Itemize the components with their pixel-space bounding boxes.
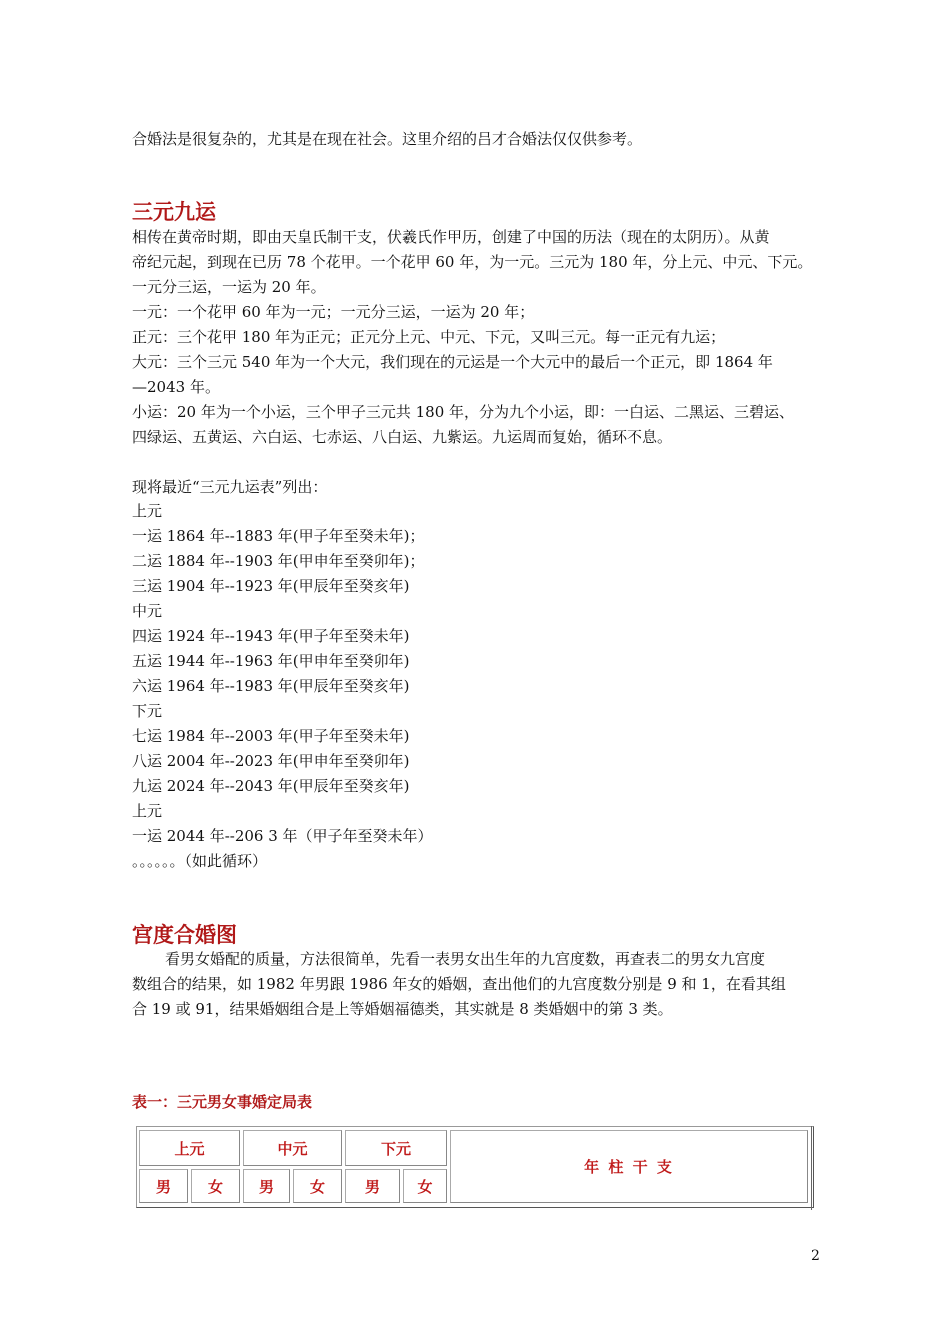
paragraph-line: 看男女婚配的质量，方法很简单，先看一表男女出生年的九宫度数，再查表二的男女九宫度 xyxy=(165,950,766,968)
list-item: 一运 1864 年--1883 年(甲子年至癸未年)； xyxy=(132,527,425,545)
paragraph-line: 大元：三个三元 540 年为一个大元，我们现在的元运是一个大元中的最后一个正元，即 1864 年 xyxy=(132,353,773,371)
list-item: 五运 1944 年--1963 年(甲申年至癸卯年) xyxy=(132,652,410,670)
page-number: 2 xyxy=(811,1248,820,1264)
list-item: 九运 2024 年--2043 年(甲辰年至癸亥年) xyxy=(132,777,410,795)
list-item: 上元 xyxy=(132,802,163,820)
list-item: 六运 1964 年--1983 年(甲辰年至癸亥年) xyxy=(132,677,410,695)
list-item: 下元 xyxy=(132,702,163,720)
table-header-female: 女 xyxy=(403,1169,447,1203)
paragraph-line: 数组合的结果，如 1982 年男跟 1986 年女的婚姻，查出他们的九宫度数分别是 9 和 1，在看其组 xyxy=(132,975,786,993)
paragraph-line: 相传在黄帝时期，即由天皇氏制干支，伏羲氏作甲历，创建了中国的历法（现在的太阴历）。从黄 xyxy=(132,228,770,246)
table-header-shangyuan: 上元 xyxy=(139,1130,240,1166)
paragraph-line: 一元分三运，一运为 20 年。 xyxy=(132,278,326,296)
table-header-nianzhu: 年 柱 干 支 xyxy=(450,1130,808,1203)
table-header-male: 男 xyxy=(243,1169,290,1203)
paragraph-line: 帝纪元起，到现在已历 78 个花甲。一个花甲 60 年，为一元。三元为 180 年，分上元、中元、下元。 xyxy=(132,253,813,271)
list-item: 二运 1884 年--1903 年(甲申年至癸卯年)； xyxy=(132,552,425,570)
table-header-female: 女 xyxy=(191,1169,240,1203)
list-item: 。。。。。。（如此循环） xyxy=(132,852,268,870)
intro-paragraph: 合婚法是很复杂的，尤其是在现在社会。这里介绍的吕才合婚法仅仅供参考。 xyxy=(132,130,643,148)
table-caption: 表一：三元男女事婚定局表 xyxy=(132,1093,313,1111)
section-title-sanyuan: 三元九运 xyxy=(132,199,216,224)
table-header-male: 男 xyxy=(345,1169,400,1203)
table-intro: 现将最近“三元九运表”列出： xyxy=(132,478,328,496)
list-item: 中元 xyxy=(132,602,163,620)
table-border xyxy=(811,1126,812,1210)
paragraph-line: —2043 年。 xyxy=(132,378,220,396)
paragraph-line: 正元：三个花甲 180 年为正元；正元分上元、中元、下元，又叫三元。每一正元有九运； xyxy=(132,328,726,346)
table-header-male: 男 xyxy=(139,1169,188,1203)
table-header-female: 女 xyxy=(293,1169,342,1203)
list-item: 一运 2044 年--206 3 年（甲子年至癸未年） xyxy=(132,827,433,845)
paragraph-line: 一元：一个花甲 60 年为一元；一元分三运，一运为 20 年； xyxy=(132,303,535,321)
list-item: 上元 xyxy=(132,502,163,520)
list-item: 三运 1904 年--1923 年(甲辰年至癸亥年) xyxy=(132,577,410,595)
table-header-xiayuan: 下元 xyxy=(345,1130,447,1166)
paragraph-line: 小运：20 年为一个小运，三个甲子三元共 180 年，分为九个小运，即：一白运、二黑运、三碧运、 xyxy=(132,403,795,421)
paragraph-line: 四绿运、五黄运、六白运、七赤运、八白运、九紫运。九运周而复始，循环不息。 xyxy=(132,428,673,446)
table-header-zhongyuan: 中元 xyxy=(243,1130,342,1166)
list-item: 七运 1984 年--2003 年(甲子年至癸未年) xyxy=(132,727,410,745)
section-title-gongdu: 宫度合婚图 xyxy=(132,922,237,947)
list-item: 四运 1924 年--1943 年(甲子年至癸未年) xyxy=(132,627,410,645)
list-item: 八运 2004 年--2023 年(甲申年至癸卯年) xyxy=(132,752,410,770)
paragraph-line: 合 19 或 91，结果婚姻组合是上等婚姻福德类，其实就是 8 类婚姻中的第 3 类。 xyxy=(132,1000,673,1018)
